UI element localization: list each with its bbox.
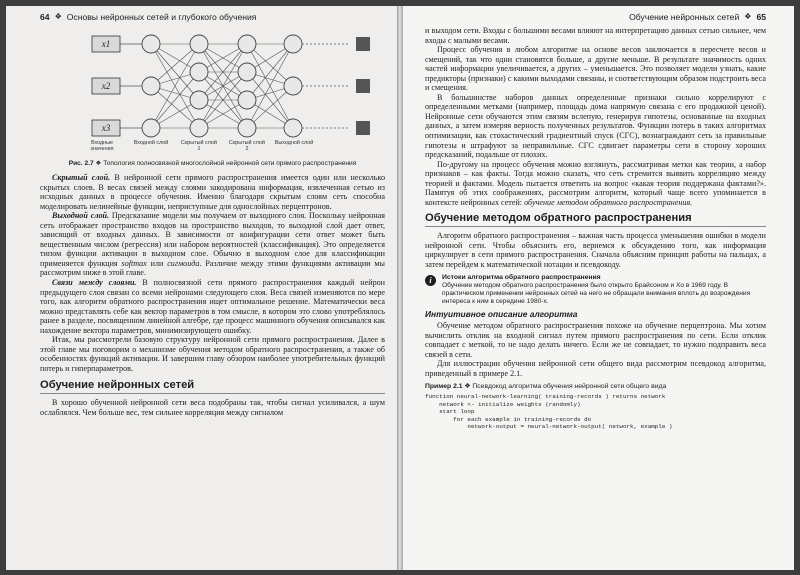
figure-caption (54, 160, 371, 168)
term-softmax: softmax (121, 258, 147, 268)
diamond-icon: ❖ (744, 12, 752, 21)
paragraph-text: В полносвязной сети прямого распространения каждый нейрон предыдущего слоя связан со всеми нейронами следующего слоя. Веса связей изменяются по мере того, как алгоритм обратного распространения ищет оптимальное решение. Математически веса можно представлять себе как вектор параметров в том смысле, в котором это слово употреблялось ранее в разделе, посвященном линейной алгебре, где процесс машинного обучения описывался как нахождение вектора параметров, минимизирующего ошибку. (40, 278, 385, 335)
output-box (356, 79, 370, 93)
paragraph-hidden-layer (40, 173, 385, 211)
paragraph-datasets: В большинстве наборов данных определенные признаки сильно коррелируют с определенными метками (например, площадь дома напрямую связана с его продажной ценой). Нейронные сети обучаются этим связям вслепую, генерируя гипотезы, основанные на входных данных, а затем измеряя верность полученных результатов. Функции потерь в таких алгоритмах оптимизации, как стохастический градиентный спуск (СГС), вознаграждают сеть за правильные гипотезы и штрафуют за неправильные. СГС сдвигает параметры сети в сторону хороших предсказаний, подальше от плохих. (425, 92, 766, 160)
neuron-node (142, 35, 160, 53)
left-page (6, 6, 397, 570)
section-heading-training: Обучение нейронных сетей (40, 379, 385, 394)
input-node-label: x3 (101, 123, 111, 133)
layer-label-input-layer: Входной слой (133, 140, 169, 146)
paragraph-layer-links (40, 278, 385, 335)
neuron-node (284, 35, 302, 53)
layer-label-hidden-1: Скрытый слой 1 (181, 140, 217, 153)
example-caption (425, 382, 766, 390)
neuron-node (238, 63, 256, 81)
note-body (442, 274, 766, 307)
paragraph-text: В нейронной сети прямого распространения имеется один или несколько скрытых слоев. В весах связей между слоями закодирована информация, извлеченная сетью из исходных данных в процессе обучения. Именно благодаря скрытым слоям сеть способна моделировать нелинейные функции, неприступные для однослойных перцептронов. (40, 173, 385, 211)
neuron-node (190, 119, 208, 137)
paragraph-continued: и выходом сети. Входы с большими весами влияют на интерпретацию данных сетью сильнее, чем входы с малыми весами. (425, 26, 766, 45)
section-heading-backprop: Обучение методом обратного распространения (425, 212, 766, 227)
left-page-number: 64 (40, 12, 50, 22)
neuron-node (238, 91, 256, 109)
paragraph-theories (425, 160, 766, 208)
diamond-icon: ❖ (54, 12, 62, 21)
pseudocode-listing: function neural-network-learning( training-records ) returns network network <- initialize weights (randomly) start loop for each example in training-records do network-output = neural-network-output( network, example ) (425, 393, 673, 431)
paragraph-text: или (150, 258, 164, 268)
neuron-node (284, 77, 302, 95)
example-title: Псевдокод алгоритма обучения нейронной сети общего вида (472, 383, 667, 391)
term-hidden-layer: Скрытый слой. (52, 173, 111, 182)
neuron-node (142, 77, 160, 95)
layer-label-hidden-2: Скрытый слой 2 (229, 140, 265, 153)
paragraph-trained-network: В хорошо обученной нейронной сети веса подобраны так, чтобы сигнал усиливался, а шум ослаблялся. Чем больше вес, тем сильнее корреляция между сигналом (40, 398, 385, 418)
neuron-node (142, 119, 160, 137)
layer-label-inputs: Входные значения (90, 140, 114, 153)
weight-connection (151, 86, 199, 128)
layer-label-output: Выходной слой (274, 140, 314, 146)
paragraph-summary: Итак, мы рассмотрели базовую структуру нейронной сети прямого распространения. Далее в этой главе мы поговорим о механизме обучения методом обратного распространения, а также об особенностях функций активации. И завершим главу обзором наиболее употребительных функций потерь и гиперпараметров. (40, 335, 385, 373)
figure-number: Рис. 2.7 (68, 160, 94, 167)
paragraph-text: По-другому на процесс обучения можно взглянуть, рассматривая метки как теории, а набор признаков – как факты. Тогда можно сказать, что сеть стремится выявить корреляцию между теорией и фактами. Модель пытается ответить на вопрос «какая теория поддержана фактами?». Памятуя об этих соображениях, рассмотрим алгоритм, который чаще всего упоминается в контексте нейронных сетей: (425, 159, 766, 207)
history-note (425, 274, 766, 307)
paragraph-learning-process: Процесс обучения в любом алгоритме на основе весов заключается в пересчете весов и смещений, так что одни становятся больше, а другие меньше. В результате значимость одних частей информации увеличивается, а других – уменьшается. Это позволяет модели узнать, какие предикторы (признаки) с какими выходами связаны, и соответствующим образом подстроить веса и смещения. (425, 45, 766, 93)
neuron-node (238, 35, 256, 53)
info-icon: i (425, 275, 436, 286)
diamond-icon: ❖ (464, 383, 471, 391)
right-page (403, 6, 794, 570)
example-number: Пример 2.1 (425, 383, 463, 391)
diamond-icon: ❖ (95, 160, 102, 167)
term-sigmoid: сигмоида (167, 258, 200, 268)
paragraph-output-layer (40, 211, 385, 278)
input-node-label: x1 (101, 39, 111, 49)
note-text: Обучение методом обратного распространения было открыто Брайсоном и Хо в 1969 году. В практическом применении нейронных сетей на него не обращали внимания вплоть до возрождения интереса к ним в середине 1980-х. (442, 281, 751, 305)
note-title: Истоки алгоритма обратного распространения (442, 273, 601, 281)
figure-caption-text: Топология полносвязной многослойной нейронной сети прямого распространения (103, 160, 357, 167)
term-backprop: обучение методом обратного распространения. (524, 197, 693, 207)
paragraph-intuitive: Обучение методом обратного распространения похоже на обучение перцептрона. Мы хотим вычислить отклик на входной сигнал путем прямого распространения по сети. Если отклик совпадает с меткой, то не надо делать ничего. Если же не совпадает, то нужно подправить веса связей в сети. (425, 321, 766, 359)
output-box (356, 37, 370, 51)
input-node-label: x2 (101, 81, 111, 91)
neuron-node (238, 119, 256, 137)
right-running-header (425, 8, 766, 26)
paragraph-backprop: Алгоритм обратного распространения – важная часть процесса уменьшения ошибки в модели нейронной сети. Чтобы объяснить его, вернемся к обсуждению того, как информация циркулирует в сети прямого распространения. Сначала объясним принцип работы на пальцах, а затем перейдем к математической нотации и псевдокоду. (425, 231, 766, 270)
term-output-layer: Выходной слой. (52, 211, 110, 221)
neuron-node (190, 63, 208, 81)
right-page-number: 65 (756, 12, 766, 22)
weight-connection (151, 44, 199, 86)
paragraph-text: Предсказание модели мы получаем от выходного слоя. Поскольку нейронная сеть отображает пространство входов на пространство выходов, то выходной слой дает ответ, зависящий от входных данных. В зависимости от конфигурации сети ответ может быть вещественным числом (регрессия) или набором вероятностей (классификация). Это определяется типом функции активации в выходном слое. Обычно в выходном слое для классификации применяется функция (40, 211, 385, 268)
neuron-node (190, 91, 208, 109)
paragraph-illustrate: Для иллюстрации обучения нейронной сети общего вида рассмотрим псевдокод алгоритма, приведенный в примере 2.1. (425, 359, 766, 378)
neuron-node (284, 119, 302, 137)
left-header-title: Основы нейронных сетей и глубокого обучения (66, 12, 257, 22)
network-figure (40, 32, 385, 158)
left-running-header (40, 8, 385, 26)
neuron-node (190, 35, 208, 53)
paragraph-text: . Различие между этими функциями активации мы рассмотрим ниже в этой главе. (40, 258, 385, 278)
right-header-title: Обучение нейронных сетей (629, 12, 740, 22)
output-box (356, 121, 370, 135)
term-layer-links: Связи между слоями. (52, 278, 137, 288)
subheading-intuitive: Интуитивное описание алгоритма (425, 309, 578, 320)
